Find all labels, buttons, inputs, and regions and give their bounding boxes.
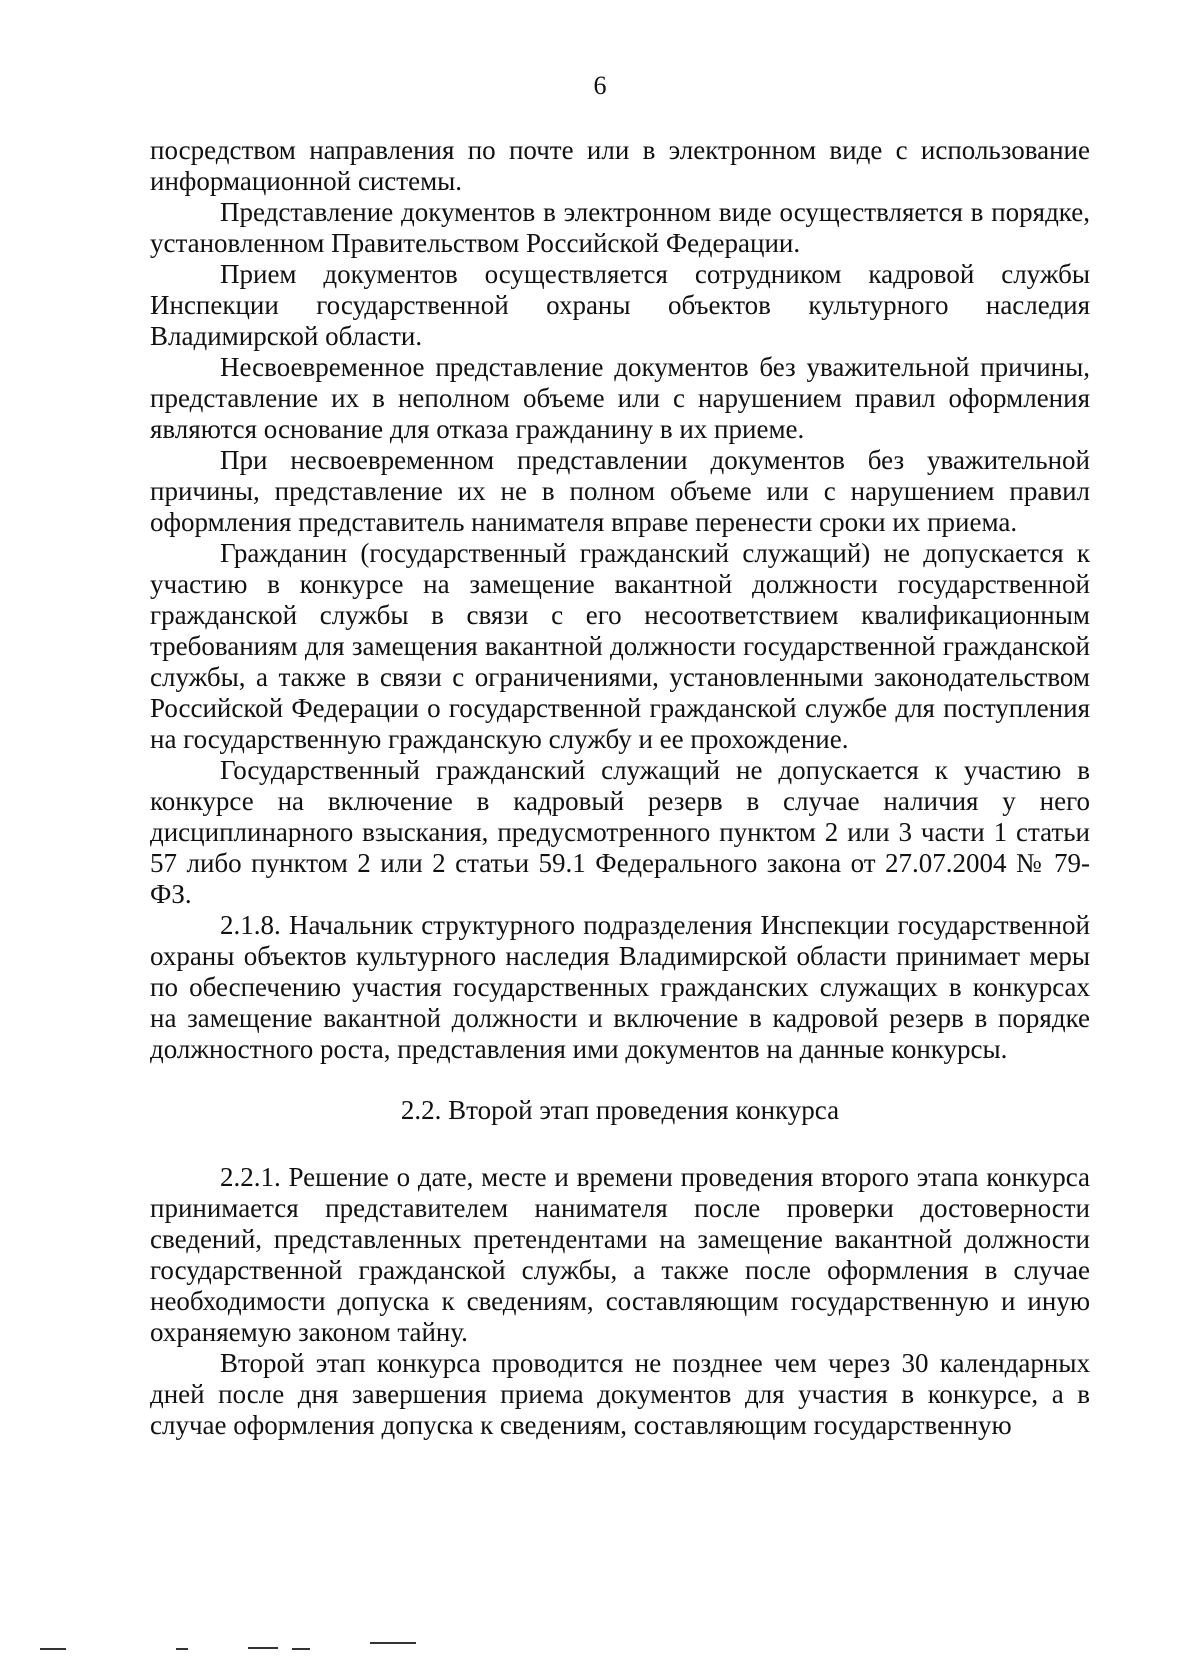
scan-mark bbox=[248, 1647, 278, 1649]
scan-mark bbox=[176, 1648, 188, 1650]
paragraph-citizen-not-admitted: Гражданин (государственный гражданский служащий) не допускается к участию в конкурсе на замещение вакантной должности государственной гражданской службы в связи с его несоответствием квалификационным требованиям для замещения вакантной должности государственной гражданской службы, а также в связи с ограничениями, установленными законодательством Российской Федерации о государственной гражданской службе для поступления на государственную гражданскую службу и ее прохождение. bbox=[150, 538, 1090, 754]
paragraph-servant-not-admitted: Государственный гражданский служащий не допускается к участию в конкурсе на включение в кадровый резерв в случае наличия у него дисциплинарного взыскания, предусмотренного пунктом 2 или 3 части 1 статьи 57 либо пунктом 2 или 2 статьи 59.1 Федерального закона от 27.07.2004 № 79-ФЗ. bbox=[150, 755, 1090, 909]
paragraph-electronic-submission: Представление документов в электронном виде осуществляется в порядке, установленном Правительством Российской Федерации. bbox=[150, 197, 1090, 258]
paragraph-deadline-postponement: При несвоевременном представлении документов без уважительной причины, представление их не в полном объеме или с нарушением правил оформления представитель нанимателя вправе перенести сроки их приема. bbox=[150, 445, 1090, 537]
paragraph-document-reception: Прием документов осуществляется сотрудником кадровой службы Инспекции государственной охраны объектов культурного наследия Владимирской области. bbox=[150, 259, 1090, 351]
paragraph-continuation: посредством направления по почте или в электронном виде с использование информационной системы. bbox=[150, 135, 1090, 196]
paragraph-2-1-8: 2.1.8. Начальник структурного подразделения Инспекции государственной охраны объектов культурного наследия Владимирской области принимает меры по обеспечению участия государственных гражданских служащих в конкурсах на замещение вакантной должности и включение в кадровой резерв в порядке должностного роста, представления ими документов на данные конкурсы. bbox=[150, 910, 1090, 1064]
scan-mark bbox=[370, 1642, 416, 1644]
paragraph-2-2-1: 2.2.1. Решение о дате, месте и времени проведения второго этапа конкурса принимается представителем нанимателя после проверки достоверности сведений, представленных претендентами на замещение вакантной должности государственной гражданской службы, а также после оформления в случае необходимости допуска к сведениям, составляющим государственную и иную охраняемую законом тайну. bbox=[150, 1162, 1090, 1347]
scan-mark bbox=[292, 1648, 310, 1650]
section-heading: 2.2. Второй этап проведения конкурса bbox=[400, 1095, 840, 1125]
scan-mark bbox=[40, 1648, 66, 1650]
scan-artifacts bbox=[0, 1640, 1200, 1660]
paragraph-second-stage-timing: Второй этап конкурса проводится не позднее чем через 30 календарных дней после дня завершения приема документов для участия в конкурсе, а в случае оформления допуска к сведениям, составляющим государственную bbox=[150, 1348, 1090, 1440]
page-number: 6 bbox=[593, 71, 607, 100]
paragraph-late-submission-refusal: Несвоевременное представление документов без уважительной причины, представление их в неполном объеме или с нарушением правил оформления являются основание для отказа гражданину в их приеме. bbox=[150, 352, 1090, 444]
document-body bbox=[150, 135, 1090, 1441]
